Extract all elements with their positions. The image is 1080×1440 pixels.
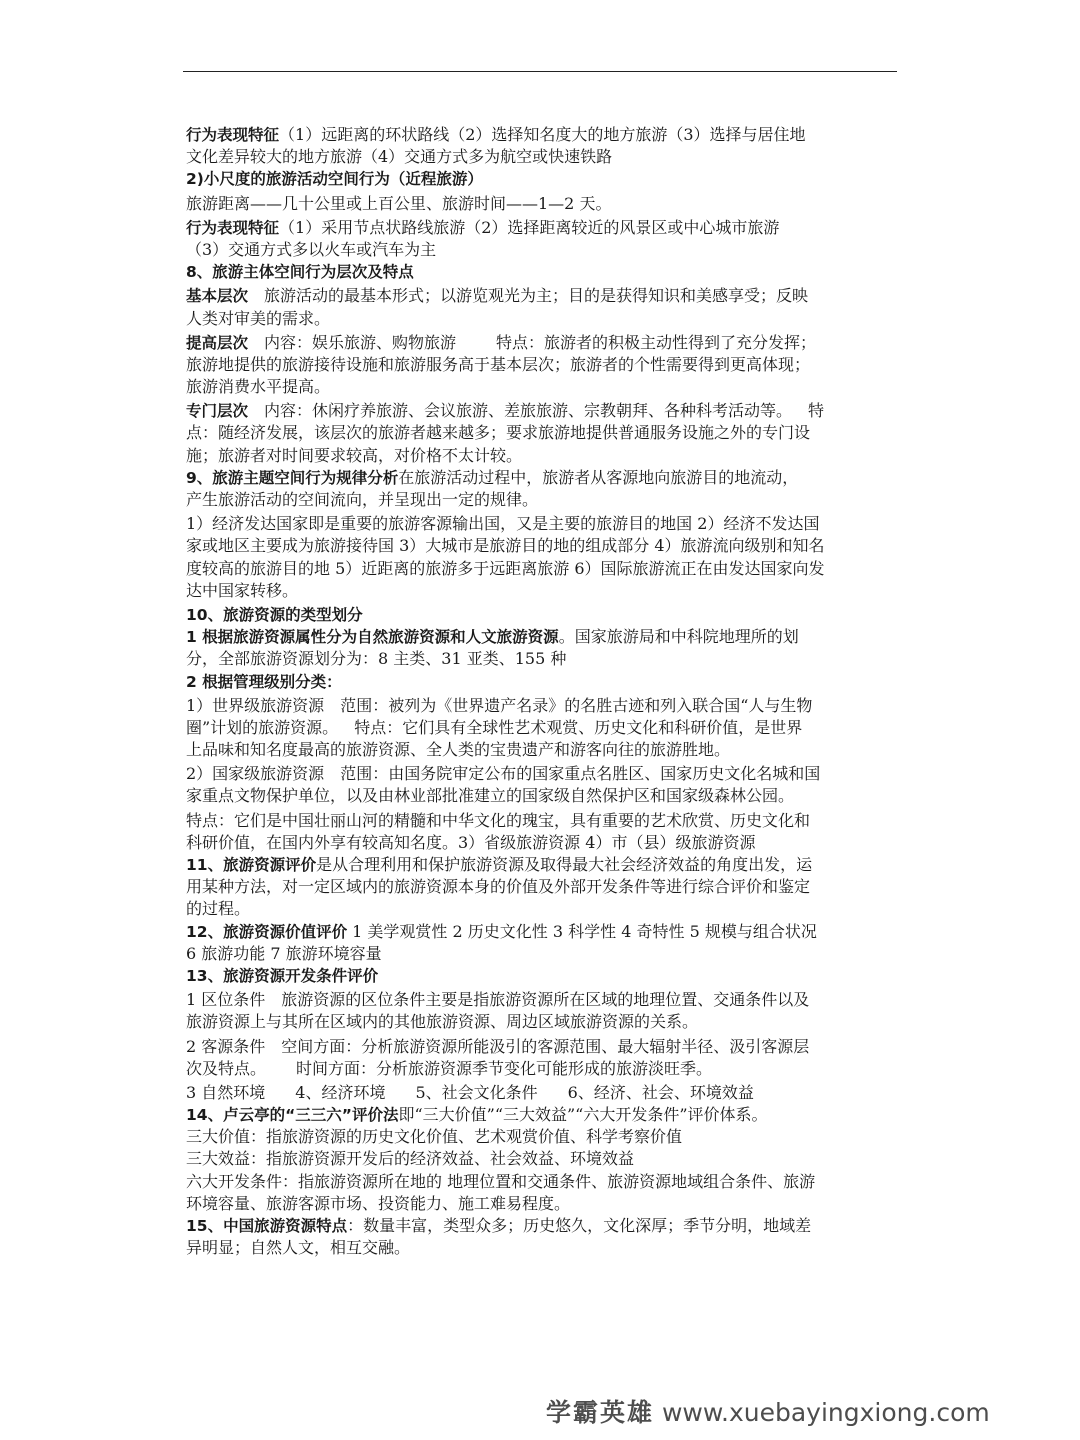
section-heading: 8、旅游主体空间行为层次及特点 [186,263,414,282]
text-line: 环境容量、旅游客源市场、投资能力、施工难易程度。 [186,1193,571,1213]
text-line: 6 旅游功能 7 旅游环境容量 [186,943,382,963]
bold-term: 行为表现特征 [186,218,280,237]
text-line: 专门层次 内容：休闲疗养旅游、会议旅游、差旅旅游、宗教朝拜、各种科考活动等。 特 [186,401,825,421]
text-line: 圈”计划的旅游资源。 特点：它们具有全球性艺术观赏、历史文化和科研价值，是世界 [186,717,803,737]
footer-url: www.xuebayingxiong.com [661,1398,990,1427]
text-line: 提高层次 内容：娱乐旅游、购物旅游 特点：旅游者的积极主动性得到了充分发挥； [186,332,817,352]
footer-brand: 学霸英雄 [546,1398,655,1427]
text-line: 科研价值，在国内外享有较高知名度。3）省级旅游资源 4）市（县）级旅游资源 [186,832,756,852]
section-heading: 2)小尺度的旅游活动空间行为（近程旅游） [186,170,483,189]
section-heading: 2 根据管理级别分类： [186,672,342,691]
text-line: 家重点文物保护单位，以及由林业部批准建立的国家级自然保护区和国家级森林公园。 [186,786,795,806]
text-line: 施；旅游者对时间要求较高，对价格不太计较。 [186,445,523,465]
text-line: 14、卢云亭的“三三六”评价法即“三大价值”“三大效益”“六大开发条件”评价体系。 [186,1105,768,1125]
text-line: 三大效益：指旅游资源开发后的经济效益、社会效益、环境效益 [186,1149,635,1169]
text-line: （3）交通方式多以火车或汽车为主 [186,239,437,259]
text-line: 点：随经济发展，该层次的旅游者越来越多；要求旅游地提供普通服务设施之外的专门设 [186,423,811,443]
text-line: 旅游消费水平提高。 [186,377,331,397]
text-line: 人类对审美的需求。 [186,308,331,328]
text-line: 1）世界级旅游资源 范围：被列为《世界遗产名录》的名胜古迹和列入联合国“人与生物 [186,695,813,715]
text-line: 2）国家级旅游资源 范围：由国务院审定公布的国家重点名胜区、国家历史文化名城和国 [186,764,821,784]
text-line: 15、中国旅游资源特点：数量丰富，类型众多；历史悠久，文化深厚；季节分明，地域差 [186,1216,812,1235]
text-line: 用某种方法，对一定区域内的旅游资源本身的价值及外部开发条件等进行综合评价和鉴定 [186,877,811,897]
section-heading: 12、旅游资源价值评价 [186,922,348,941]
bold-term: 行为表现特征 [186,126,280,144]
text-line: 行为表现特征（1）远距离的环状路线（2）选择知名度大的地方旅游（3）选择与居住地 [186,125,806,144]
footer-watermark [546,1393,990,1433]
text-line: 次及特点。 时间方面：分析旅游资源季节变化可能形成的旅游淡旺季。 [186,1058,713,1078]
text-line: 行为表现特征（1）采用节点状路线旅游（2）选择距离较近的风景区或中心城市旅游 [186,217,780,237]
text-line: 上品味和知名度最高的旅游资源、全人类的宝贵遗产和游客向往的旅游胜地。 [186,740,731,760]
text-line: 旅游距离——几十公里或上百公里、旅游时间——1—2 天。 [186,193,612,213]
section-heading: 11、旅游资源评价 [186,856,317,874]
bold-term: 基本层次 [186,287,249,306]
text-line: 基本层次 旅游活动的最基本形式；以游览观光为主；目的是获得知识和美感享受；反映 [186,286,809,306]
text-line: 六大开发条件：指旅游资源所在地的 地理位置和交通条件、旅游资源地域组合条件、旅游 [186,1171,816,1191]
text-line: 文化差异较大的地方旅游（4）交通方式多为航空或快速铁路 [186,147,613,167]
text-line: 9、旅游主题空间行为规律分析在旅游活动过程中，旅游者从客源地向旅游目的地流动， [186,467,799,487]
bold-term: 1 根据旅游资源属性分为自然旅游资源和人文旅游资源 [186,628,559,647]
text-line: 1 根据旅游资源属性分为自然旅游资源和人文旅游资源。国家旅游局和中科院地理所的划 [186,627,799,647]
text-line: 特点：它们是中国壮丽山河的精髓和中华文化的瑰宝，具有重要的艺术欣赏、历史文化和 [186,810,811,830]
text-line: 旅游地提供的旅游接待设施和旅游服务高于基本层次；旅游者的个性需要得到更高体现； [186,354,811,374]
text-line: 2 客源条件 空间方面：分析旅游资源所能汲引的客源范围、最大辐射半径、汲引客源层 [186,1036,810,1056]
text-line: 3 自然环境 4、经济环境 5、社会文化条件 6、经济、社会、环境效益 [186,1082,754,1102]
document-body [186,124,898,1259]
text-line: 旅游资源上与其所在区域内的其他旅游资源、周边区域旅游资源的关系。 [186,1012,699,1032]
text-line: 的过程。 [186,899,251,919]
section-heading: 10、旅游资源的类型划分 [186,605,363,624]
text-line: 达中国家转移。 [186,580,299,600]
text-line: 1 区位条件 旅游资源的区位条件主要是指旅游资源所在区域的地理位置、交通条件以及 [186,990,810,1010]
text-line: 1）经济发达国家即是重要的旅游客源输出国，又是主要的旅游目的地国 2）经济不发达国 [186,514,820,534]
bold-term: 专门层次 [186,402,249,421]
text-line: 12、旅游资源价值评价 1 美学观赏性 2 历史文化性 3 科学性 4 奇特性 5 规模与组合状况 [186,921,817,941]
text-line: 异明显；自然人文，相互交融。 [186,1238,411,1258]
bold-term: 提高层次 [186,333,249,352]
text-line: 度较高的旅游目的地 5）近距离的旅游多于远距离旅游 6）国际旅游流正在由发达国家向发 [186,558,825,578]
text-line: 三大价值：指旅游资源的历史文化价值、艺术观赏价值、科学考察价值 [186,1127,683,1147]
section-heading: 13、旅游资源开发条件评价 [186,966,379,985]
section-heading: 14、卢云亭的“三三六”评价法 [186,1106,399,1125]
section-heading: 9、旅游主题空间行为规律分析 [186,468,399,487]
section-heading: 15、中国旅游资源特点 [186,1217,348,1235]
text-line: 分，全部旅游资源划分为：8 主类、31 亚类、155 种 [186,649,567,669]
text-line: 产生旅游活动的空间流向，并呈现出一定的规律。 [186,490,539,509]
text-line: 11、旅游资源评价是从合理利用和保护旅游资源及取得最大社会经济效益的角度出发，运 [186,855,813,874]
text-line: 家或地区主要成为旅游接待国 3）大城市是旅游目的地的组成部分 4）旅游流向级别和知名 [186,536,825,556]
header-rule [183,71,897,72]
